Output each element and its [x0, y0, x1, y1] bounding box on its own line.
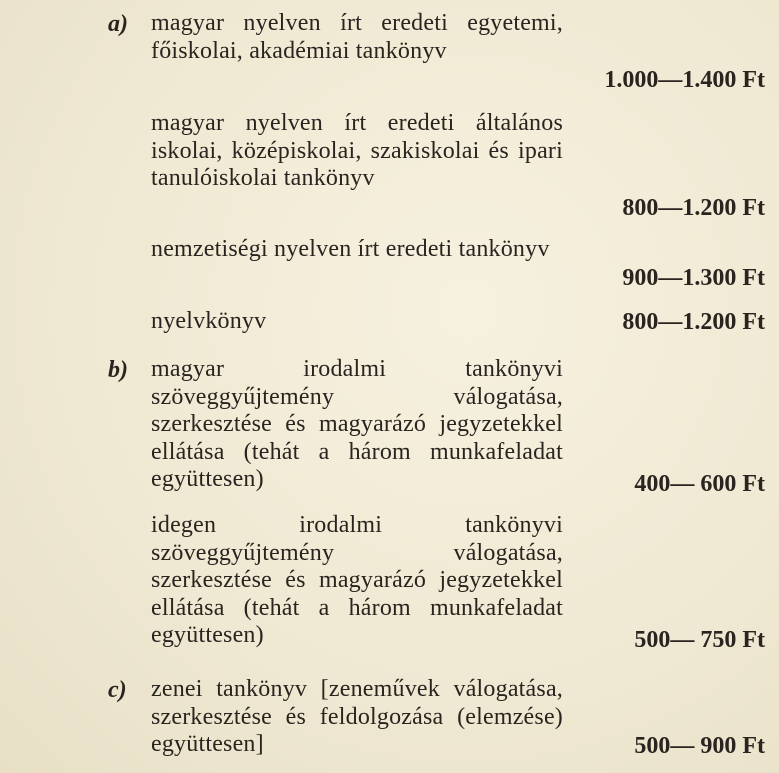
entry-text: magyar nyelven írt eredeti egyetemi, főiskolai, akadémiai tankönyv	[151, 10, 563, 64]
price-range: 800—1.200 Ft	[622, 195, 765, 221]
entry-text: zenei tankönyv [zeneművek válogatása, szerkesztése és feldolgozása (elemzése) együttesen]	[151, 676, 563, 757]
price-range: 500— 900 Ft	[634, 733, 765, 759]
item-marker: a)	[108, 11, 128, 37]
entry-text: nemzetiségi nyelven írt eredeti tankönyv	[151, 236, 550, 262]
price-range: 400— 600 Ft	[634, 471, 765, 497]
entry-text: idegen irodalmi tankönyvi szöveggyűjtemény válogatása, szerkesztése és magyarázó jegyzetekkel ellátása (tehát a három munkafeladat együttesen)	[151, 512, 563, 648]
price-range: 900—1.300 Ft	[622, 265, 765, 291]
entry-text: magyar nyelven írt eredeti általános iskolai, középiskolai, szakiskolai és ipari tanulóiskolai tankönyv	[151, 110, 563, 191]
price-range: 800—1.200 Ft	[622, 309, 765, 335]
item-marker: b)	[108, 357, 128, 383]
item-marker: c)	[108, 677, 127, 703]
entry-text: nyelvkönyv	[151, 308, 267, 334]
price-range: 1.000—1.400 Ft	[604, 67, 765, 93]
price-range: 500— 750 Ft	[634, 627, 765, 653]
entry-text: magyar irodalmi tankönyvi szöveggyűjtemény válogatása, szerkesztése és magyarázó jegyzetekkel ellátása (tehát a három munkafeladat együttesen)	[151, 356, 563, 492]
